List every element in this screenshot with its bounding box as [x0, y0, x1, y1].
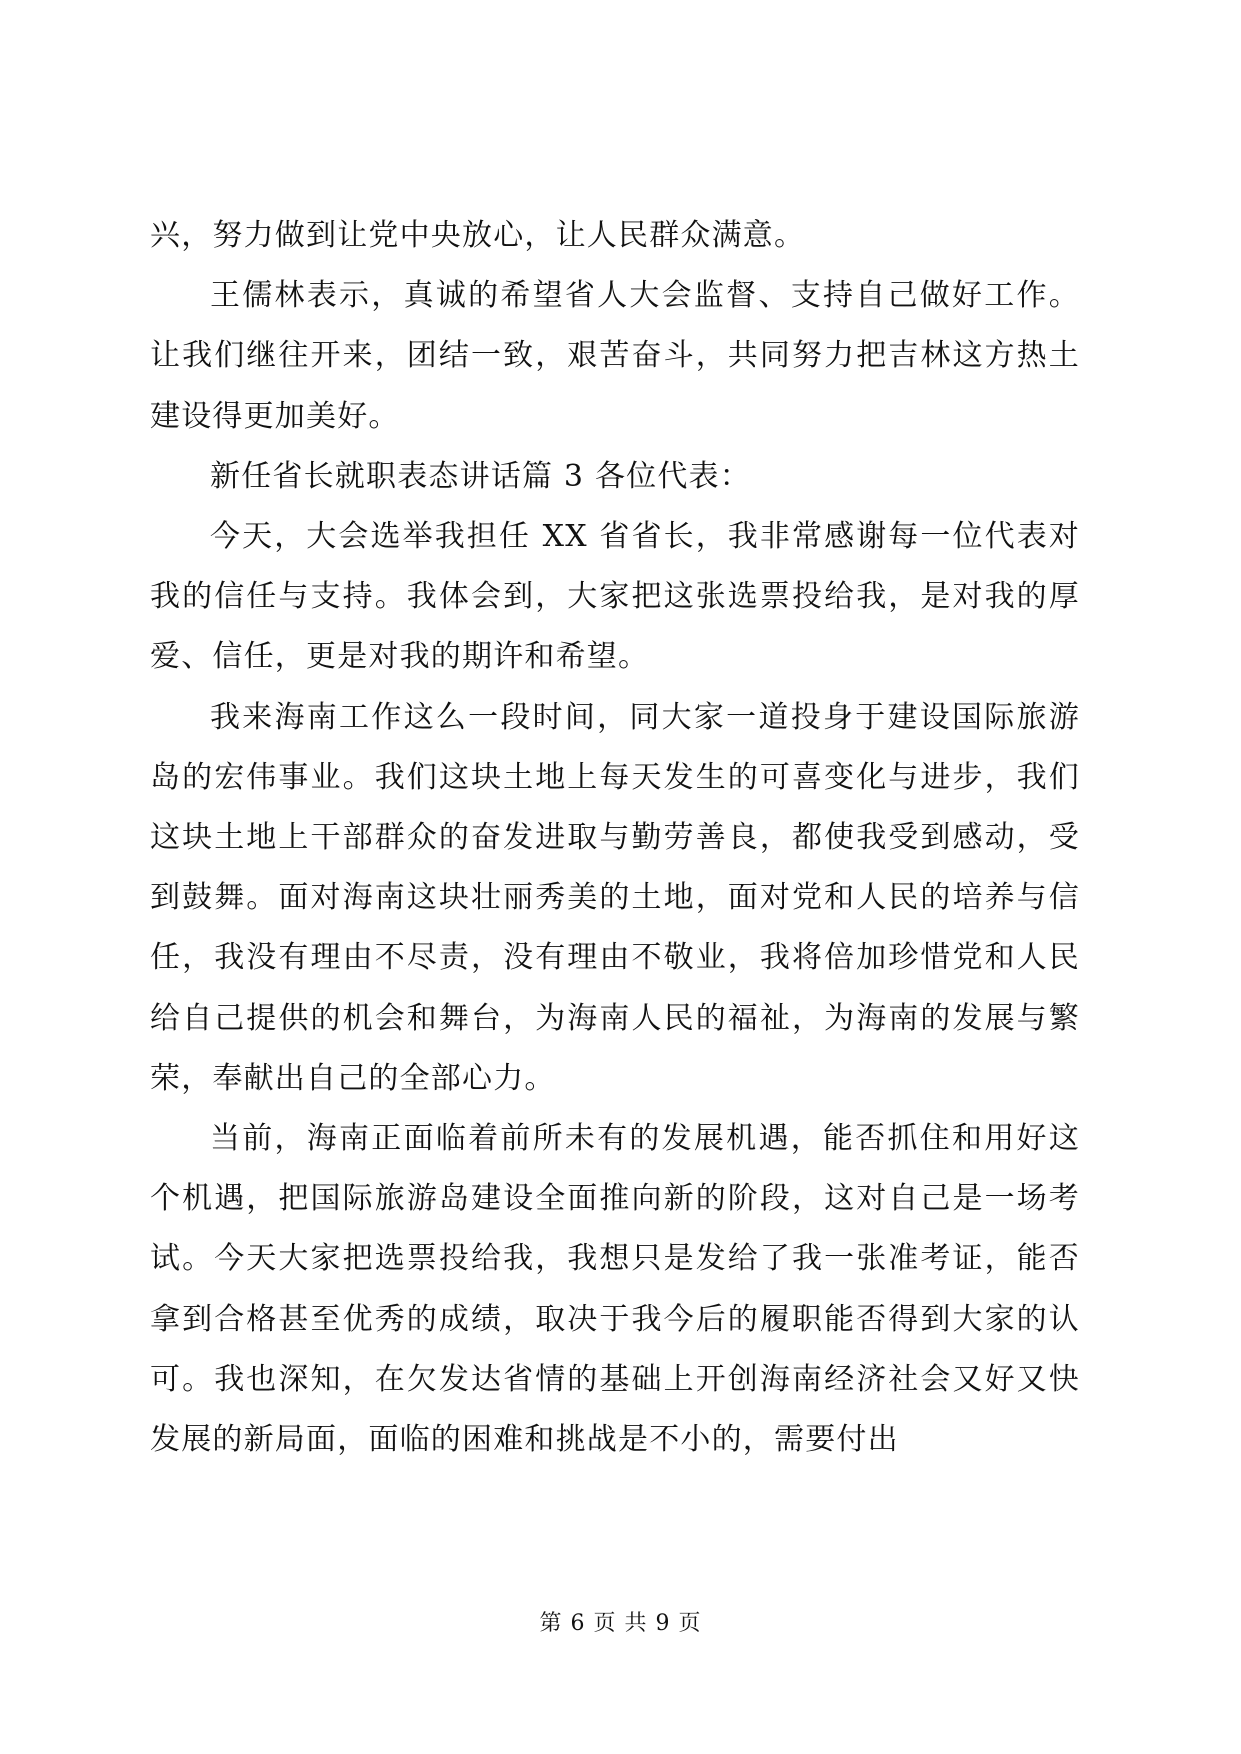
page-number-label: 第 6 页 共 9 页	[539, 1611, 702, 1636]
page-footer	[0, 1606, 1241, 1637]
paragraph: 我来海南工作这么一段时间，同大家一道投身于建设国际旅游岛的宏伟事业。我们这块土地上每天发生的可喜变化与进步，我们这块土地上干部群众的奋发进取与勤劳善良，都使我受到感动，受到鼓舞。面对海南这块壮丽秀美的土地，面对党和人民的培养与信任，我没有理由不尽责，没有理由不敬业，我将倍加珍惜党和人民给自己提供的机会和舞台，为海南人民的福祉，为海南的发展与繁荣，奉献出自己的全部心力。	[150, 699, 1080, 1096]
paragraph: 兴，努力做到让党中央放心，让人民群众满意。	[150, 218, 806, 253]
document-body	[150, 206, 1080, 1470]
paragraph: 今天，大会选举我担任 XX 省省长，我非常感谢每一位代表对我的信任与支持。我体会到，大家把这张选票投给我，是对我的厚爱、信任，更是对我的期许和希望。	[150, 519, 1080, 675]
paragraph: 当前，海南正面临着前所未有的发展机遇，能否抓住和用好这个机遇，把国际旅游岛建设全面推向新的阶段，这对自己是一场考试。今天大家把选票投给我，我想只是发给了我一张准考证，能否拿到合格甚至优秀的成绩，取决于我今后的履职能否得到大家的认可。我也深知，在欠发达省情的基础上开创海南经济社会又好又快发展的新局面，面临的困难和挑战是不小的，需要付出	[150, 1121, 1080, 1458]
paragraph-section-heading: 新任省长就职表态讲话篇 3 各位代表：	[210, 458, 751, 494]
paragraph: 王儒林表示，真诚的希望省人大会监督、支持自己做好工作。让我们继往开来，团结一致，艰苦奋斗，共同努力把吉林这方热土建设得更加美好。	[150, 278, 1080, 434]
